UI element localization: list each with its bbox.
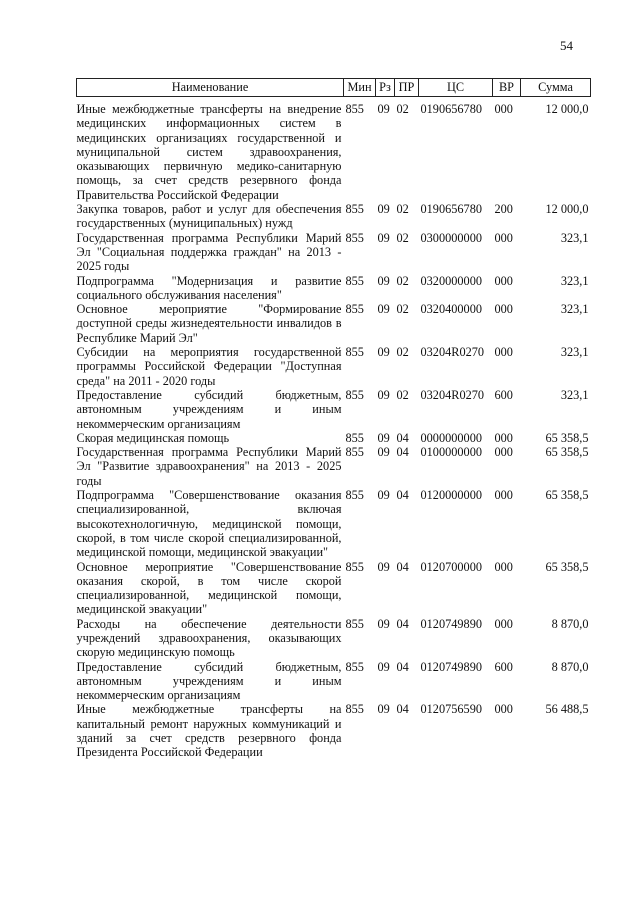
row-name-cell: Подпрограмма "Модернизация и развитие социального обслуживания населения" xyxy=(76,273,342,302)
table-body xyxy=(77,97,591,760)
table-row xyxy=(77,660,591,703)
row-min-cell: 855 xyxy=(345,202,364,217)
table-row xyxy=(77,97,591,203)
row-rz-cell: 09 xyxy=(377,202,390,217)
header-cs: ЦС xyxy=(419,79,493,97)
row-pr-cell: 04 xyxy=(396,488,409,503)
row-vr-cell: 600 xyxy=(494,387,513,402)
row-vr-cell: 000 xyxy=(494,273,513,288)
budget-table xyxy=(76,78,591,760)
row-cs-cell: 0320000000 xyxy=(420,273,482,288)
row-pr-cell: 02 xyxy=(396,345,409,360)
table-row xyxy=(77,431,591,445)
header-vr: ВР xyxy=(493,79,521,97)
row-rz-cell: 09 xyxy=(377,230,390,245)
row-pr-cell: 04 xyxy=(396,659,409,674)
header-name: Наименование xyxy=(77,79,344,97)
row-cs-cell: 0120749890 xyxy=(420,616,482,631)
row-vr-cell: 200 xyxy=(494,202,513,217)
row-vr-cell: 000 xyxy=(494,445,513,460)
row-pr-cell: 02 xyxy=(396,102,409,116)
row-cs-cell: 0300000000 xyxy=(420,230,482,245)
row-rz-cell: 09 xyxy=(377,659,390,674)
row-vr-cell: 000 xyxy=(494,345,513,360)
row-rz-cell: 09 xyxy=(377,616,390,631)
row-cs-cell: 0190656780 xyxy=(420,202,482,217)
row-pr-cell: 04 xyxy=(396,559,409,574)
row-name-cell: Основное мероприятие "Совершенствование оказания скорой, в том числе скорой специализированной, медицинской помощи, медицинской эвакуации" xyxy=(76,559,342,617)
row-min-cell: 855 xyxy=(345,302,364,317)
row-pr-cell: 02 xyxy=(396,302,409,317)
row-sum-cell: 12 000,0 xyxy=(545,202,589,217)
row-sum-cell: 65 358,5 xyxy=(545,488,589,503)
row-pr-cell: 04 xyxy=(396,445,409,460)
row-rz-cell: 09 xyxy=(377,488,390,503)
row-pr-cell: 04 xyxy=(396,616,409,631)
row-name-cell: Предоставление субсидий бюджетным, автономным учреждениям и иным некоммерческим организациям xyxy=(76,387,342,431)
row-name-cell: Предоставление субсидий бюджетным, автономным учреждениям и иным некоммерческим организациям xyxy=(76,659,342,703)
row-sum-cell: 323,1 xyxy=(560,230,589,245)
row-sum-cell: 56 488,5 xyxy=(545,702,589,717)
row-min-cell: 855 xyxy=(345,659,364,674)
row-vr-cell: 600 xyxy=(494,659,513,674)
row-name-cell: Закупка товаров, работ и услуг для обеспечения государственных (муниципальных) нужд xyxy=(76,202,342,231)
row-min-cell: 855 xyxy=(345,345,364,360)
row-min-cell: 855 xyxy=(345,616,364,631)
table-row xyxy=(77,231,591,274)
row-rz-cell: 09 xyxy=(377,102,390,116)
row-sum-cell: 65 358,5 xyxy=(545,430,589,445)
row-name-cell: Скорая медицинская помощь xyxy=(76,430,230,445)
row-sum-cell: 323,1 xyxy=(560,273,589,288)
row-pr-cell: 02 xyxy=(396,202,409,217)
row-rz-cell: 09 xyxy=(377,559,390,574)
row-vr-cell: 000 xyxy=(494,102,513,116)
row-min-cell: 855 xyxy=(345,273,364,288)
table-row xyxy=(77,274,591,303)
row-sum-cell: 323,1 xyxy=(560,302,589,317)
table-row xyxy=(77,345,591,388)
row-min-cell: 855 xyxy=(345,387,364,402)
row-pr-cell: 02 xyxy=(396,387,409,402)
row-sum-cell: 323,1 xyxy=(560,345,589,360)
header-min: Мин xyxy=(344,79,376,97)
row-rz-cell: 09 xyxy=(377,702,390,717)
header-pr: ПР xyxy=(395,79,419,97)
row-pr-cell: 02 xyxy=(396,273,409,288)
row-name-cell: Расходы на обеспечение деятельности учреждений здравоохранения, оказывающих скорую медицинскую помощь xyxy=(76,616,342,660)
row-cs-cell: 03204R0270 xyxy=(420,387,485,402)
table-row xyxy=(77,560,591,617)
row-rz-cell: 09 xyxy=(377,302,390,317)
row-sum-cell: 8 870,0 xyxy=(551,616,589,631)
row-rz-cell: 09 xyxy=(377,273,390,288)
row-vr-cell: 000 xyxy=(494,302,513,317)
row-vr-cell: 000 xyxy=(494,702,513,717)
page-number: 54 xyxy=(560,38,573,53)
header-sum: Сумма xyxy=(521,79,591,97)
row-name-cell: Государственная программа Республики Марий Эл "Социальная поддержка граждан" на 2013 - 2025 годы xyxy=(76,230,342,274)
row-name-cell: Подпрограмма "Совершенствование оказания специализированной, включая высокотехнологичную, медицинской помощи, скорой, в том числе скорой специализированной, медицинской помощи, медицинской эвакуации" xyxy=(76,488,342,560)
row-rz-cell: 09 xyxy=(377,345,390,360)
header-rz: Рз xyxy=(376,79,395,97)
row-name-cell: Иные межбюджетные трансферты на капитальный ремонт наружных коммуникаций и зданий за счет средств резервного фонда Президента Российской Федерации xyxy=(76,702,342,760)
row-name-cell: Иные межбюджетные трансферты на внедрение медицинских информационных систем в медицинских организациях государственной и муниципальной систем здравоохранения, оказывающих первичную медико-санитарную помощь, за счет средств резервного фонда Правительства Российской Федерации xyxy=(76,102,342,202)
row-sum-cell: 323,1 xyxy=(560,387,589,402)
row-min-cell: 855 xyxy=(345,102,364,116)
row-cs-cell: 0320400000 xyxy=(420,302,482,317)
table-row xyxy=(77,202,591,231)
row-rz-cell: 09 xyxy=(377,445,390,460)
row-name-cell: Основное мероприятие "Формирование доступной среды жизнедеятельности инвалидов в Республике Марий Эл" xyxy=(76,302,342,345)
row-min-cell: 855 xyxy=(345,559,364,574)
row-sum-cell: 8 870,0 xyxy=(551,659,589,674)
row-cs-cell: 0120000000 xyxy=(420,488,482,503)
row-min-cell: 855 xyxy=(345,488,364,503)
row-cs-cell: 0190656780 xyxy=(420,102,482,116)
row-cs-cell: 0120756590 xyxy=(420,702,482,717)
row-cs-cell: 0100000000 xyxy=(420,445,482,460)
table-header-row xyxy=(77,79,591,97)
row-vr-cell: 000 xyxy=(494,616,513,631)
row-min-cell: 855 xyxy=(345,702,364,717)
row-vr-cell: 000 xyxy=(494,430,513,445)
row-cs-cell: 0120749890 xyxy=(420,659,482,674)
table-row xyxy=(77,388,591,431)
row-cs-cell: 0120700000 xyxy=(420,559,482,574)
row-vr-cell: 000 xyxy=(494,488,513,503)
row-pr-cell: 02 xyxy=(396,230,409,245)
table-row xyxy=(77,302,591,345)
table-row xyxy=(77,445,591,488)
row-cs-cell: 0000000000 xyxy=(420,430,482,445)
row-rz-cell: 09 xyxy=(377,430,390,445)
row-cs-cell: 03204R0270 xyxy=(420,345,485,360)
row-rz-cell: 09 xyxy=(377,387,390,402)
table-row xyxy=(77,617,591,660)
row-min-cell: 855 xyxy=(345,230,364,245)
row-name-cell: Субсидии на мероприятия государственной программы Российской Федерации "Доступная среда" на 2011 - 2020 годы xyxy=(76,345,342,388)
row-sum-cell: 65 358,5 xyxy=(545,445,589,460)
row-sum-cell: 65 358,5 xyxy=(545,559,589,574)
table-row xyxy=(77,488,591,559)
row-vr-cell: 000 xyxy=(494,559,513,574)
row-min-cell: 855 xyxy=(345,430,364,445)
row-pr-cell: 04 xyxy=(396,430,409,445)
row-min-cell: 855 xyxy=(345,445,364,460)
row-sum-cell: 12 000,0 xyxy=(545,102,589,116)
row-pr-cell: 04 xyxy=(396,702,409,717)
row-name-cell: Государственная программа Республики Марий Эл "Развитие здравоохранения" на 2013 - 2025 годы xyxy=(76,445,342,488)
row-vr-cell: 000 xyxy=(494,230,513,245)
table-row xyxy=(77,702,591,759)
